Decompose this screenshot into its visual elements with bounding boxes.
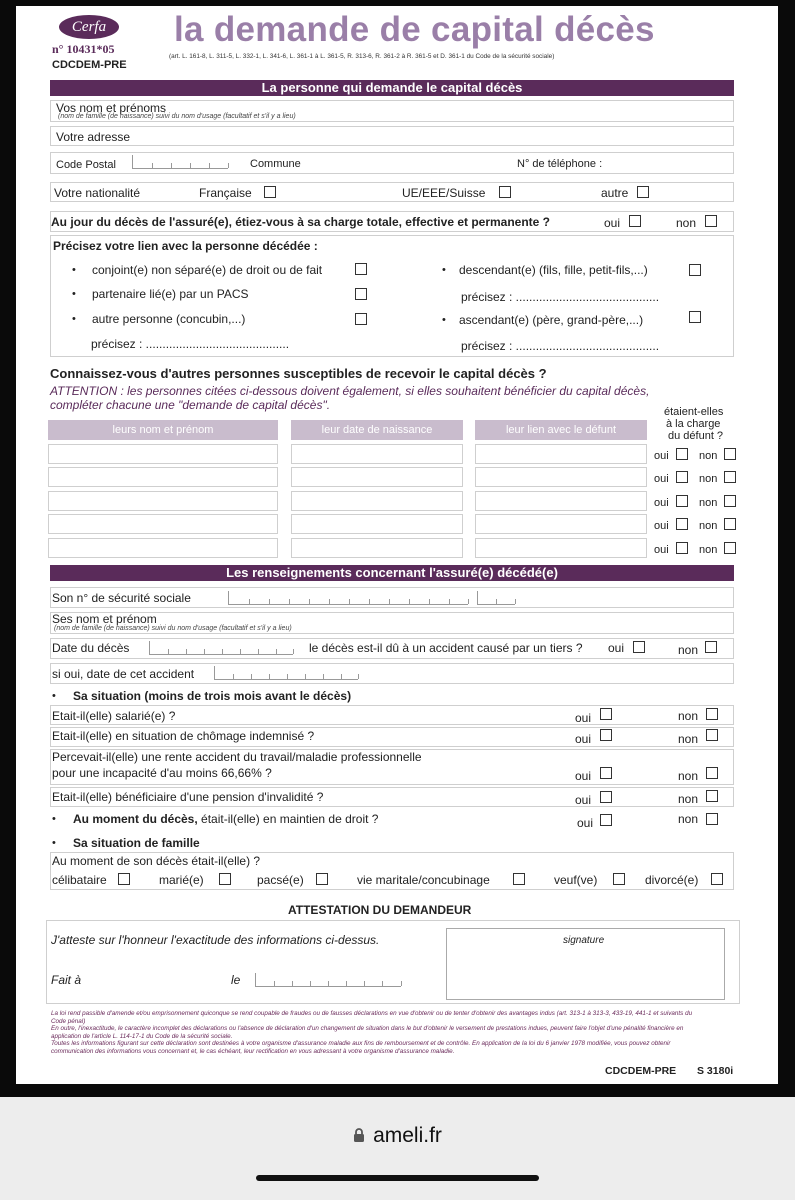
other-birth-field[interactable]	[291, 491, 463, 511]
other-oui-label: oui	[654, 473, 669, 485]
link-pacs-label: partenaire lié(e) par un PACS	[92, 287, 249, 301]
rente-question-2: pour une incapacité d'au moins 66,66% ?	[52, 766, 272, 780]
salarie-oui-checkbox[interactable]	[600, 708, 612, 720]
other-name-field[interactable]	[48, 491, 278, 511]
chomage-non-label: non	[678, 732, 699, 746]
ss-number-label: Son n° de sécurité sociale	[52, 591, 191, 605]
fam-veuf-label: veuf(ve)	[554, 873, 598, 887]
legal-references: (art. L. 161-8, L. 311-5, L. 332-1, L. 341-6, L. 361-1 à L. 361-5, R. 313-6, R. 361-2 à R. 361-5 et D. 361-1 du Code de la sécurité sociale)	[169, 53, 555, 60]
fam-marie-label: marié(e)	[159, 873, 204, 887]
fam-pacse-checkbox[interactable]	[316, 873, 328, 885]
fam-divorce-label: divorcé(e)	[645, 873, 699, 887]
family-title: Sa situation de famille	[73, 836, 200, 850]
maintien-oui-label: oui	[577, 816, 594, 830]
charge-oui-label: oui	[604, 216, 621, 230]
postal-code-input[interactable]	[132, 155, 228, 169]
other-name-field[interactable]	[48, 467, 278, 487]
link-pacs-checkbox[interactable]	[355, 288, 367, 300]
name-hint: (nom de famille (de naissance) suivi du nom d'usage (facultatif et s'il y a lieu)	[58, 113, 296, 120]
chomage-non-checkbox[interactable]	[706, 729, 718, 741]
salarie-question: Etait-il(elle) salarié(e) ?	[52, 709, 176, 723]
other-name-field[interactable]	[48, 514, 278, 534]
fam-marie-checkbox[interactable]	[219, 873, 231, 885]
other-birth-field[interactable]	[291, 514, 463, 534]
col-header-name: leurs nom et prénom	[48, 420, 278, 440]
other-non-label: non	[699, 473, 718, 485]
other-oui-checkbox[interactable]	[676, 518, 688, 530]
rente-question-1: Percevait-il(elle) une rente accident du travail/maladie professionnelle	[52, 750, 422, 764]
others-attention-2: compléter chacune une "demande de capital décès".	[50, 398, 331, 412]
rente-non-label: non	[678, 769, 699, 783]
address-label: Votre adresse	[56, 130, 131, 144]
col-header-charge-2: à la charge	[666, 418, 721, 430]
link-other-label: autre personne (concubin,...)	[92, 312, 246, 326]
col-header-link: leur lien avec le défunt	[475, 420, 647, 440]
accident-non-checkbox[interactable]	[705, 641, 717, 653]
bullet: •	[72, 264, 76, 276]
nationality-eu-checkbox[interactable]	[499, 186, 511, 198]
nationality-fr-checkbox[interactable]	[264, 186, 276, 198]
cerfa-logo	[59, 15, 119, 39]
col-header-birth: leur date de naissance	[291, 420, 463, 440]
legal-text-1: La loi rend passible d'amende et/ou emprisonnement quiconque se rend coupable de fraudes ou de fausses déclarations en vue d'obtenir ou de tenter d'obtenir des avantages indus (art. 313-1 à 313-3, 433-19, 441-1 et suivants du Code pénal)	[51, 1010, 693, 1025]
signature-label: signature	[563, 935, 605, 946]
chomage-question: Etait-il(elle) en situation de chômage indemnisé ?	[52, 729, 315, 743]
nationality-fr-label: Française	[199, 186, 252, 200]
url-bar[interactable]	[0, 1124, 795, 1149]
maintien-non-checkbox[interactable]	[706, 813, 718, 825]
salarie-oui-label: oui	[575, 711, 592, 725]
link-other-checkbox[interactable]	[355, 313, 367, 325]
footer-code: CDCDEM-PRE	[605, 1065, 677, 1077]
attestation-text: J'atteste sur l'honneur l'exactitude des informations ci-dessus.	[51, 933, 380, 947]
maintien-question-bold: Au moment du décès,	[73, 812, 198, 826]
rente-non-checkbox[interactable]	[706, 767, 718, 779]
nationality-other-checkbox[interactable]	[637, 186, 649, 198]
accident-oui-checkbox[interactable]	[633, 641, 645, 653]
other-non-checkbox[interactable]	[724, 518, 736, 530]
other-non-checkbox[interactable]	[724, 448, 736, 460]
other-link-field[interactable]	[475, 444, 647, 464]
other-link-field[interactable]	[475, 538, 647, 558]
other-name-field[interactable]	[48, 538, 278, 558]
rente-oui-checkbox[interactable]	[600, 767, 612, 779]
phone-label: N° de téléphone :	[517, 158, 603, 170]
maintien-question-text: était-il(elle) en maintien de droit ?	[201, 812, 379, 826]
link-other-precisez[interactable]: précisez : ...........................................	[91, 337, 290, 351]
link-asc-precisez[interactable]: précisez : ...........................................	[461, 339, 660, 353]
name-label: Vos nom et prénoms	[56, 101, 167, 115]
family-question: Au moment de son décès était-il(elle) ?	[52, 854, 261, 868]
maintien-oui-checkbox[interactable]	[600, 814, 612, 826]
nationality-eu-label: UE/EEE/Suisse	[402, 186, 486, 200]
charge-oui-checkbox[interactable]	[629, 215, 641, 227]
link-title: Précisez votre lien avec la personne décédée :	[53, 239, 318, 253]
attestation-title: ATTESTATION DU DEMANDEUR	[288, 903, 472, 917]
charge-question: Au jour du décès de l'assuré(e), étiez-vous à sa charge totale, effective et permanente ?	[51, 215, 551, 229]
other-oui-checkbox[interactable]	[676, 448, 688, 460]
other-oui-label: oui	[654, 544, 669, 556]
bullet: •	[52, 837, 56, 849]
fam-celib-label: célibataire	[52, 873, 107, 887]
ss-key-input[interactable]	[477, 591, 515, 605]
form-code: CDCDEM-PRE	[52, 59, 127, 71]
charge-non-checkbox[interactable]	[705, 215, 717, 227]
link-desc-precisez[interactable]: précisez : ...........................................	[461, 290, 660, 304]
other-oui-label: oui	[654, 497, 669, 509]
fam-pacse-label: pacsé(e)	[257, 873, 304, 887]
death-date-label: Date du décès	[52, 641, 130, 655]
fam-vie-label: vie maritale/concubinage	[357, 873, 490, 887]
footer-ref: S 3180i	[697, 1065, 734, 1077]
other-non-label: non	[699, 497, 718, 509]
deceased-name-label: Ses nom et prénom	[52, 612, 157, 626]
accident-oui-label: oui	[608, 641, 625, 655]
page-title: la demande de capital décès	[174, 10, 655, 49]
other-non-label: non	[699, 450, 718, 462]
bullet: •	[442, 314, 446, 326]
cerfa-logo-text: Cerfa	[71, 19, 107, 35]
section-bar-requester: La personne qui demande le capital décès	[50, 80, 734, 96]
lock-icon	[353, 1125, 365, 1149]
other-oui-checkbox[interactable]	[676, 471, 688, 483]
accident-question: le décès est-il dû à un accident causé par un tiers ?	[309, 641, 583, 655]
other-oui-checkbox[interactable]	[676, 495, 688, 507]
salarie-non-checkbox[interactable]	[706, 708, 718, 720]
bullet: •	[442, 264, 446, 276]
other-link-field[interactable]	[475, 467, 647, 487]
link-desc-label: descendant(e) (fils, fille, petit-fils,...)	[459, 263, 648, 277]
others-question: Connaissez-vous d'autres personnes susceptibles de recevoir le capital décès ?	[50, 366, 547, 381]
other-link-field[interactable]	[475, 514, 647, 534]
col-header-charge-3: du défunt ?	[668, 430, 724, 442]
other-name-field[interactable]	[48, 444, 278, 464]
other-non-checkbox[interactable]	[724, 471, 736, 483]
deceased-name-hint: (nom de famille (de naissance) suivi du nom d'usage (facultatif et s'il y a lieu)	[54, 625, 292, 632]
le-label: le	[231, 973, 241, 987]
others-attention-1: ATTENTION : les personnes citées ci-dessous doivent également, si elles souhaitent bénéficier du capital décès,	[50, 384, 650, 398]
situation-title: Sa situation (moins de trois mois avant le décès)	[73, 689, 352, 703]
other-oui-label: oui	[654, 450, 669, 462]
link-asc-label: ascendant(e) (père, grand-père,...)	[459, 313, 644, 327]
bullet: •	[72, 313, 76, 325]
signature-date-input[interactable]	[255, 973, 401, 987]
charge-non-label: non	[676, 216, 697, 230]
fait-a-label[interactable]: Fait à	[51, 973, 82, 987]
nationality-row	[50, 182, 734, 202]
accident-date-input[interactable]	[214, 666, 358, 680]
other-non-label: non	[699, 520, 718, 532]
chomage-oui-checkbox[interactable]	[600, 729, 612, 741]
rente-oui-label: oui	[575, 769, 592, 783]
section-bar-deceased: Les renseignements concernant l'assuré(e) décédé(e)	[50, 565, 734, 581]
form-document[interactable]	[16, 6, 778, 1084]
bullet: •	[52, 813, 56, 825]
accident-date-label: si oui, date de cet accident	[52, 667, 195, 681]
nationality-label: Votre nationalité	[54, 186, 141, 200]
accident-non-label: non	[678, 643, 699, 657]
col-header-charge-1: étaient-elles	[664, 406, 724, 418]
postal-code-label: Code Postal	[56, 159, 116, 171]
invalidite-oui-label: oui	[575, 793, 592, 807]
other-birth-field[interactable]	[291, 444, 463, 464]
nationality-other-label: autre	[601, 186, 629, 200]
maintien-question	[73, 812, 378, 826]
fam-veuf-checkbox[interactable]	[613, 873, 625, 885]
link-spouse-checkbox[interactable]	[355, 263, 367, 275]
commune-label: Commune	[250, 158, 301, 170]
other-link-field[interactable]	[475, 491, 647, 511]
death-date-input[interactable]	[149, 641, 293, 655]
link-asc-checkbox[interactable]	[689, 311, 701, 323]
other-oui-checkbox[interactable]	[676, 542, 688, 554]
bullet: •	[52, 690, 56, 702]
invalidite-non-label: non	[678, 792, 699, 806]
legal-text-2: En outre, l'inexactitude, le caractère incomplet des déclarations ou l'absence de déclaration d'un changement de situation dans le but d'obtenir le versement de prestations indues, peuvent faire l'objet d'une pénalité financière en application de l'article L. 114-17-1 du Code de la sécurité sociale.	[51, 1025, 684, 1040]
other-birth-field[interactable]	[291, 538, 463, 558]
invalidite-non-checkbox[interactable]	[706, 790, 718, 802]
maintien-non-label: non	[678, 812, 699, 826]
other-oui-label: oui	[654, 520, 669, 532]
fam-celib-checkbox[interactable]	[118, 873, 130, 885]
url-text: ameli.fr	[373, 1124, 442, 1147]
home-indicator[interactable]	[256, 1175, 539, 1181]
other-non-checkbox[interactable]	[724, 542, 736, 554]
other-non-label: non	[699, 544, 718, 556]
fam-vie-checkbox[interactable]	[513, 873, 525, 885]
form-number: n° 10431*05	[52, 42, 115, 56]
ss-number-input[interactable]	[228, 591, 468, 605]
link-spouse-label: conjoint(e) non séparé(e) de droit ou de fait	[92, 263, 323, 277]
invalidite-question: Etait-il(elle) bénéficiaire d'une pension d'invalidité ?	[52, 790, 324, 804]
other-non-checkbox[interactable]	[724, 495, 736, 507]
salarie-non-label: non	[678, 709, 699, 723]
link-desc-checkbox[interactable]	[689, 264, 701, 276]
bullet: •	[72, 288, 76, 300]
fam-divorce-checkbox[interactable]	[711, 873, 723, 885]
chomage-oui-label: oui	[575, 732, 592, 746]
other-birth-field[interactable]	[291, 467, 463, 487]
legal-text-3: Toutes les informations figurant sur cette déclaration sont destinées à votre organisme d'assurance maladie aux fins de remboursement et de contrôle. En application de la loi du 6 janvier 1978 modifiée, vous pouvez obtenir communication des informations vous concernant et, le cas échéant, leur rectification en vous adressant à votre organisme d'assurance maladie.	[51, 1040, 671, 1055]
address-field[interactable]	[50, 126, 734, 146]
invalidite-oui-checkbox[interactable]	[600, 791, 612, 803]
